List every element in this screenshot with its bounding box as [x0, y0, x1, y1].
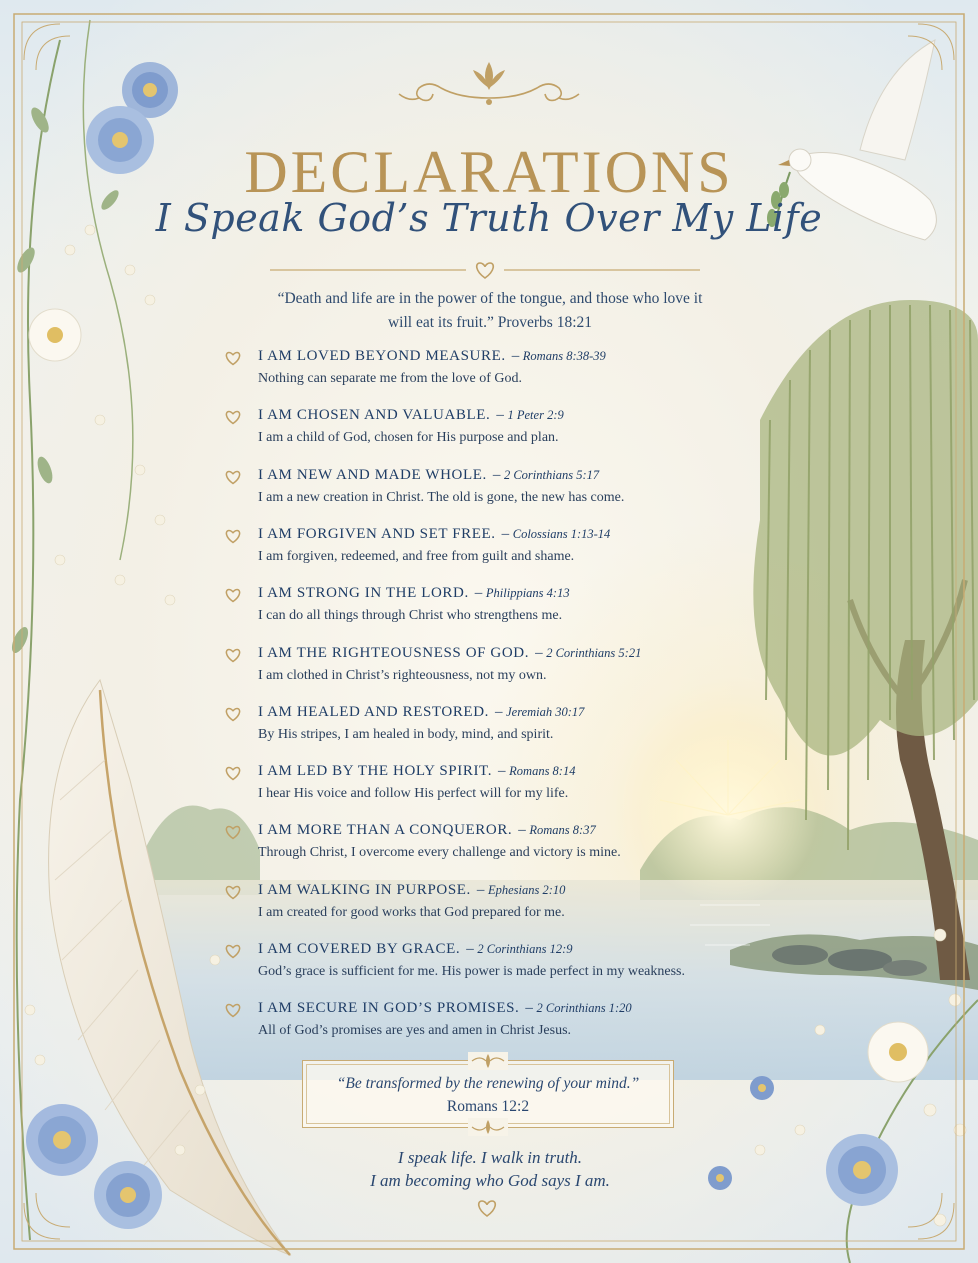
page-subtitle: I Speak God’s Truth Over My Life: [155, 196, 823, 240]
declaration-heading: [258, 467, 599, 484]
heart-icon: [224, 647, 242, 663]
declaration-title: I AM STRONG IN THE LORD.: [258, 585, 469, 601]
heart-icon: [224, 409, 242, 425]
declaration-heading: [258, 704, 584, 721]
heart-icon: [224, 469, 242, 485]
declaration-dash: –: [496, 407, 505, 423]
declaration-item: [224, 941, 744, 991]
intro-quote-line-1: “Death and life are in the power of the tongue, and those who love it: [277, 290, 703, 307]
declaration-reference: 2 Corinthians 12:9: [477, 942, 573, 956]
declaration-text: God’s grace is sufficient for me. His power is made perfect in my weakness.: [258, 964, 686, 979]
declaration-heading: [258, 763, 575, 780]
declaration-heading: [258, 882, 565, 899]
flower-icon: [868, 1022, 928, 1082]
declaration-reference: 2 Corinthians 5:17: [503, 468, 600, 482]
declaration-heading: [258, 348, 606, 365]
declaration-reference: Colossians 1:13-14: [512, 527, 611, 541]
declaration-title: I AM MORE THAN A CONQUEROR.: [258, 822, 513, 838]
declaration-dash: –: [466, 941, 475, 957]
declaration-item: [224, 704, 744, 754]
heart-icon: [224, 587, 242, 603]
closing-quote-text: “Be transformed by the renewing of your mind.”: [336, 1075, 640, 1092]
flower-icon: [826, 1134, 898, 1206]
declaration-reference: 2 Corinthians 5:21: [546, 646, 642, 660]
heart-icon: [224, 824, 242, 840]
declaration-item: [224, 348, 744, 398]
declaration-dash: –: [498, 763, 507, 779]
declaration-title: I AM FORGIVEN AND SET FREE.: [258, 526, 496, 542]
declaration-text: I am created for good works that God prepared for me.: [258, 905, 565, 920]
declaration-heading: [258, 645, 641, 662]
declaration-reference: Ephesians 2:10: [488, 883, 566, 897]
declaration-item: [224, 882, 744, 932]
declaration-item: [224, 467, 744, 517]
declaration-dash: –: [535, 645, 544, 661]
declaration-heading: [258, 526, 610, 543]
box-top-ornament: [468, 1052, 508, 1070]
declaration-title: I AM NEW AND MADE WHOLE.: [258, 467, 487, 483]
declaration-title: I AM LOVED BEYOND MEASURE.: [258, 348, 506, 364]
declaration-dash: –: [494, 704, 504, 720]
flower-icon: [750, 1076, 774, 1100]
declaration-item: [224, 822, 744, 872]
heart-icon: [224, 528, 242, 544]
declaration-text: I hear His voice and follow His perfect will for my life.: [258, 786, 569, 801]
intro-quote-line-2: will eat its fruit.” Proverbs 18:21: [387, 314, 593, 331]
declaration-item: [224, 585, 744, 635]
declaration-text: I can do all things through Christ who strengthens me.: [258, 608, 563, 623]
declaration-text: All of God’s promises are yes and amen in Christ Jesus.: [258, 1023, 572, 1038]
declaration-item: [224, 526, 744, 576]
declaration-reference: Romans 8:37: [529, 823, 596, 837]
declaration-item: [224, 1000, 744, 1050]
heart-icon: [224, 943, 242, 959]
declaration-title: I AM CHOSEN AND VALUABLE.: [258, 407, 491, 423]
affirmation-line-1: I speak life. I walk in truth.: [397, 1148, 583, 1167]
declaration-heading: [258, 407, 564, 424]
flower-icon: [26, 1104, 98, 1176]
declaration-reference: Romans 8:38-39: [522, 349, 606, 363]
declaration-title: I AM THE RIGHTEOUSNESS OF GOD.: [258, 645, 530, 661]
flower-icon: [29, 309, 81, 361]
declaration-title: I AM LED BY THE HOLY SPIRIT.: [258, 763, 493, 779]
header-flourish-ornament: [389, 58, 589, 114]
closing-quote-box: [302, 1060, 674, 1128]
heart-icon: [476, 1198, 498, 1218]
declaration-reference: Romans 8:14: [509, 764, 576, 778]
heart-icon: [224, 706, 242, 722]
declaration-dash: –: [501, 526, 510, 542]
declaration-dash: –: [511, 348, 520, 364]
declaration-text: I am forgiven, redeemed, and free from guilt and shame.: [258, 549, 575, 564]
intro-quote: [220, 287, 760, 335]
declaration-item: [224, 407, 744, 457]
heart-icon: [224, 350, 242, 366]
heart-icon: [224, 884, 242, 900]
declaration-dash: –: [525, 1000, 534, 1016]
affirmation-line-2: I am becoming who God says I am.: [370, 1171, 610, 1190]
declaration-title: I AM HEALED AND RESTORED.: [258, 704, 489, 720]
flower-icon: [708, 1166, 732, 1190]
declaration-dash: –: [476, 882, 485, 898]
heart-divider: [270, 258, 700, 282]
declaration-heading: [258, 822, 596, 839]
closing-quote-reference: Romans 12:2: [446, 1098, 530, 1115]
declaration-title: I AM COVERED BY GRACE.: [258, 941, 461, 957]
heart-icon: [224, 1002, 242, 1018]
declaration-reference: 1 Peter 2:9: [507, 408, 564, 422]
declaration-reference: 2 Corinthians 1:20: [536, 1001, 632, 1015]
box-bottom-ornament: [468, 1118, 508, 1136]
flower-icon: [94, 1161, 162, 1229]
declaration-item: [224, 763, 744, 813]
declaration-reference: Jeremiah 30:17: [506, 705, 585, 719]
declaration-reference: Philippians 4:13: [485, 586, 570, 600]
declaration-heading: [258, 941, 573, 958]
page-title: DECLARATIONS: [244, 139, 734, 205]
declaration-text: Through Christ, I overcome every challenge and victory is mine.: [258, 845, 621, 860]
declaration-heading: [258, 585, 570, 602]
declaration-item: [224, 645, 744, 695]
declaration-text: Nothing can separate me from the love of God.: [258, 371, 522, 386]
declaration-text: I am a new creation in Christ. The old is gone, the new has come.: [258, 490, 625, 505]
heart-icon: [224, 765, 242, 781]
declaration-text: I am clothed in Christ’s righteousness, not my own.: [258, 668, 547, 683]
declaration-heading: [258, 1000, 632, 1017]
declaration-text: I am a child of God, chosen for His purpose and plan.: [258, 430, 559, 445]
declaration-title: I AM WALKING IN PURPOSE.: [258, 882, 471, 898]
heart-icon: [477, 263, 494, 278]
declaration-dash: –: [492, 467, 501, 483]
declaration-dash: –: [518, 822, 527, 838]
declaration-dash: –: [474, 585, 483, 601]
declaration-title: I AM SECURE IN GOD’S PROMISES.: [258, 1000, 520, 1016]
declaration-text: By His stripes, I am healed in body, mind, and spirit.: [258, 727, 554, 742]
